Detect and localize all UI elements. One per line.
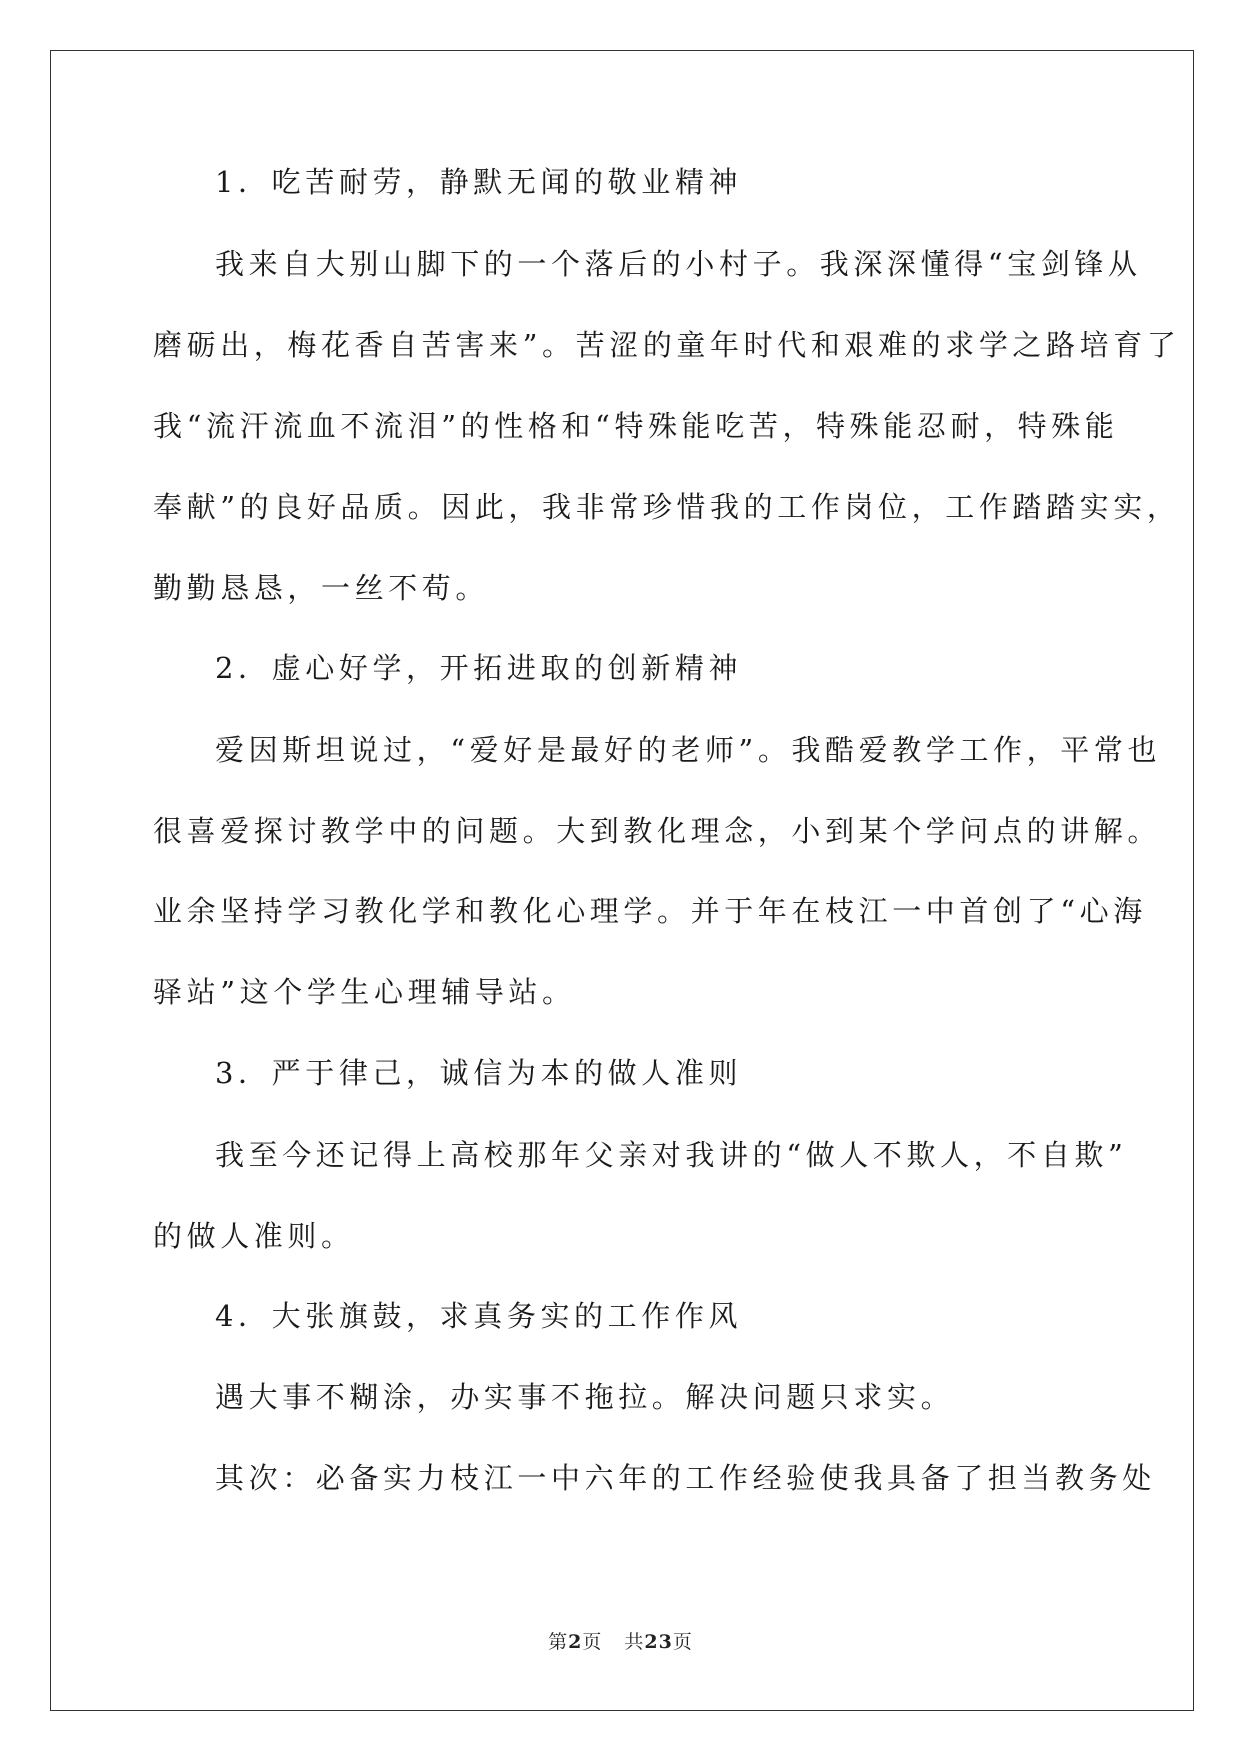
paragraph-line: 其次：必备实力枝江一中六年的工作经验使我具备了担当教务处	[215, 1461, 1156, 1495]
paragraph-line: 奉献”的良好品质。因此，我非常珍惜我的工作岗位，工作踏踏实实，	[153, 490, 1181, 524]
paragraph-line: 业余坚持学习教化学和教化心理学。并于年在枝江一中首创了“心海	[153, 894, 1147, 928]
total-prefix: 共	[624, 1631, 645, 1653]
total-pages: 23	[644, 1631, 673, 1653]
heading-3: 3．严于律己，诚信为本的做人准则	[215, 1056, 743, 1090]
paragraph-line: 很喜爱探讨教学中的问题。大到教化理念，小到某个学问点的讲解。	[153, 814, 1162, 848]
paragraph-line: 我来自大别山脚下的一个落后的小村子。我深深懂得“宝剑锋从	[215, 247, 1142, 281]
paragraph-line: 磨砺出，梅花香自苦害来”。苦涩的童年时代和艰难的求学之路培育了	[153, 328, 1181, 362]
paragraph-line: 我“流汗流血不流泪”的性格和“特殊能吃苦，特殊能忍耐，特殊能	[153, 409, 1119, 443]
paragraph-line: 爱因斯坦说过，“爱好是最好的老师”。我酷爱教学工作，平常也	[215, 733, 1162, 767]
page-footer	[0, 1630, 1241, 1654]
paragraph-line: 勤勤恳恳，一丝不苟。	[153, 571, 490, 605]
heading-4: 4．大张旗鼓，求真务实的工作作风	[215, 1299, 743, 1333]
heading-2: 2．虚心好学，开拓进取的创新精神	[215, 651, 743, 685]
paragraph-line: 遇大事不糊涂，办实事不拖拉。解决问题只求实。	[215, 1380, 955, 1414]
paragraph-line: 我至今还记得上高校那年父亲对我讲的“做人不欺人，不自欺”	[215, 1138, 1128, 1172]
page-number: 2	[568, 1631, 583, 1653]
page-suffix: 页	[582, 1631, 603, 1653]
heading-1: 1．吃苦耐劳，静默无闻的敬业精神	[215, 165, 743, 199]
page-prefix: 第	[548, 1631, 569, 1653]
paragraph-line: 的做人准则。	[153, 1219, 355, 1253]
paragraph-line: 驿站”这个学生心理辅导站。	[153, 975, 576, 1009]
total-suffix: 页	[672, 1631, 693, 1653]
